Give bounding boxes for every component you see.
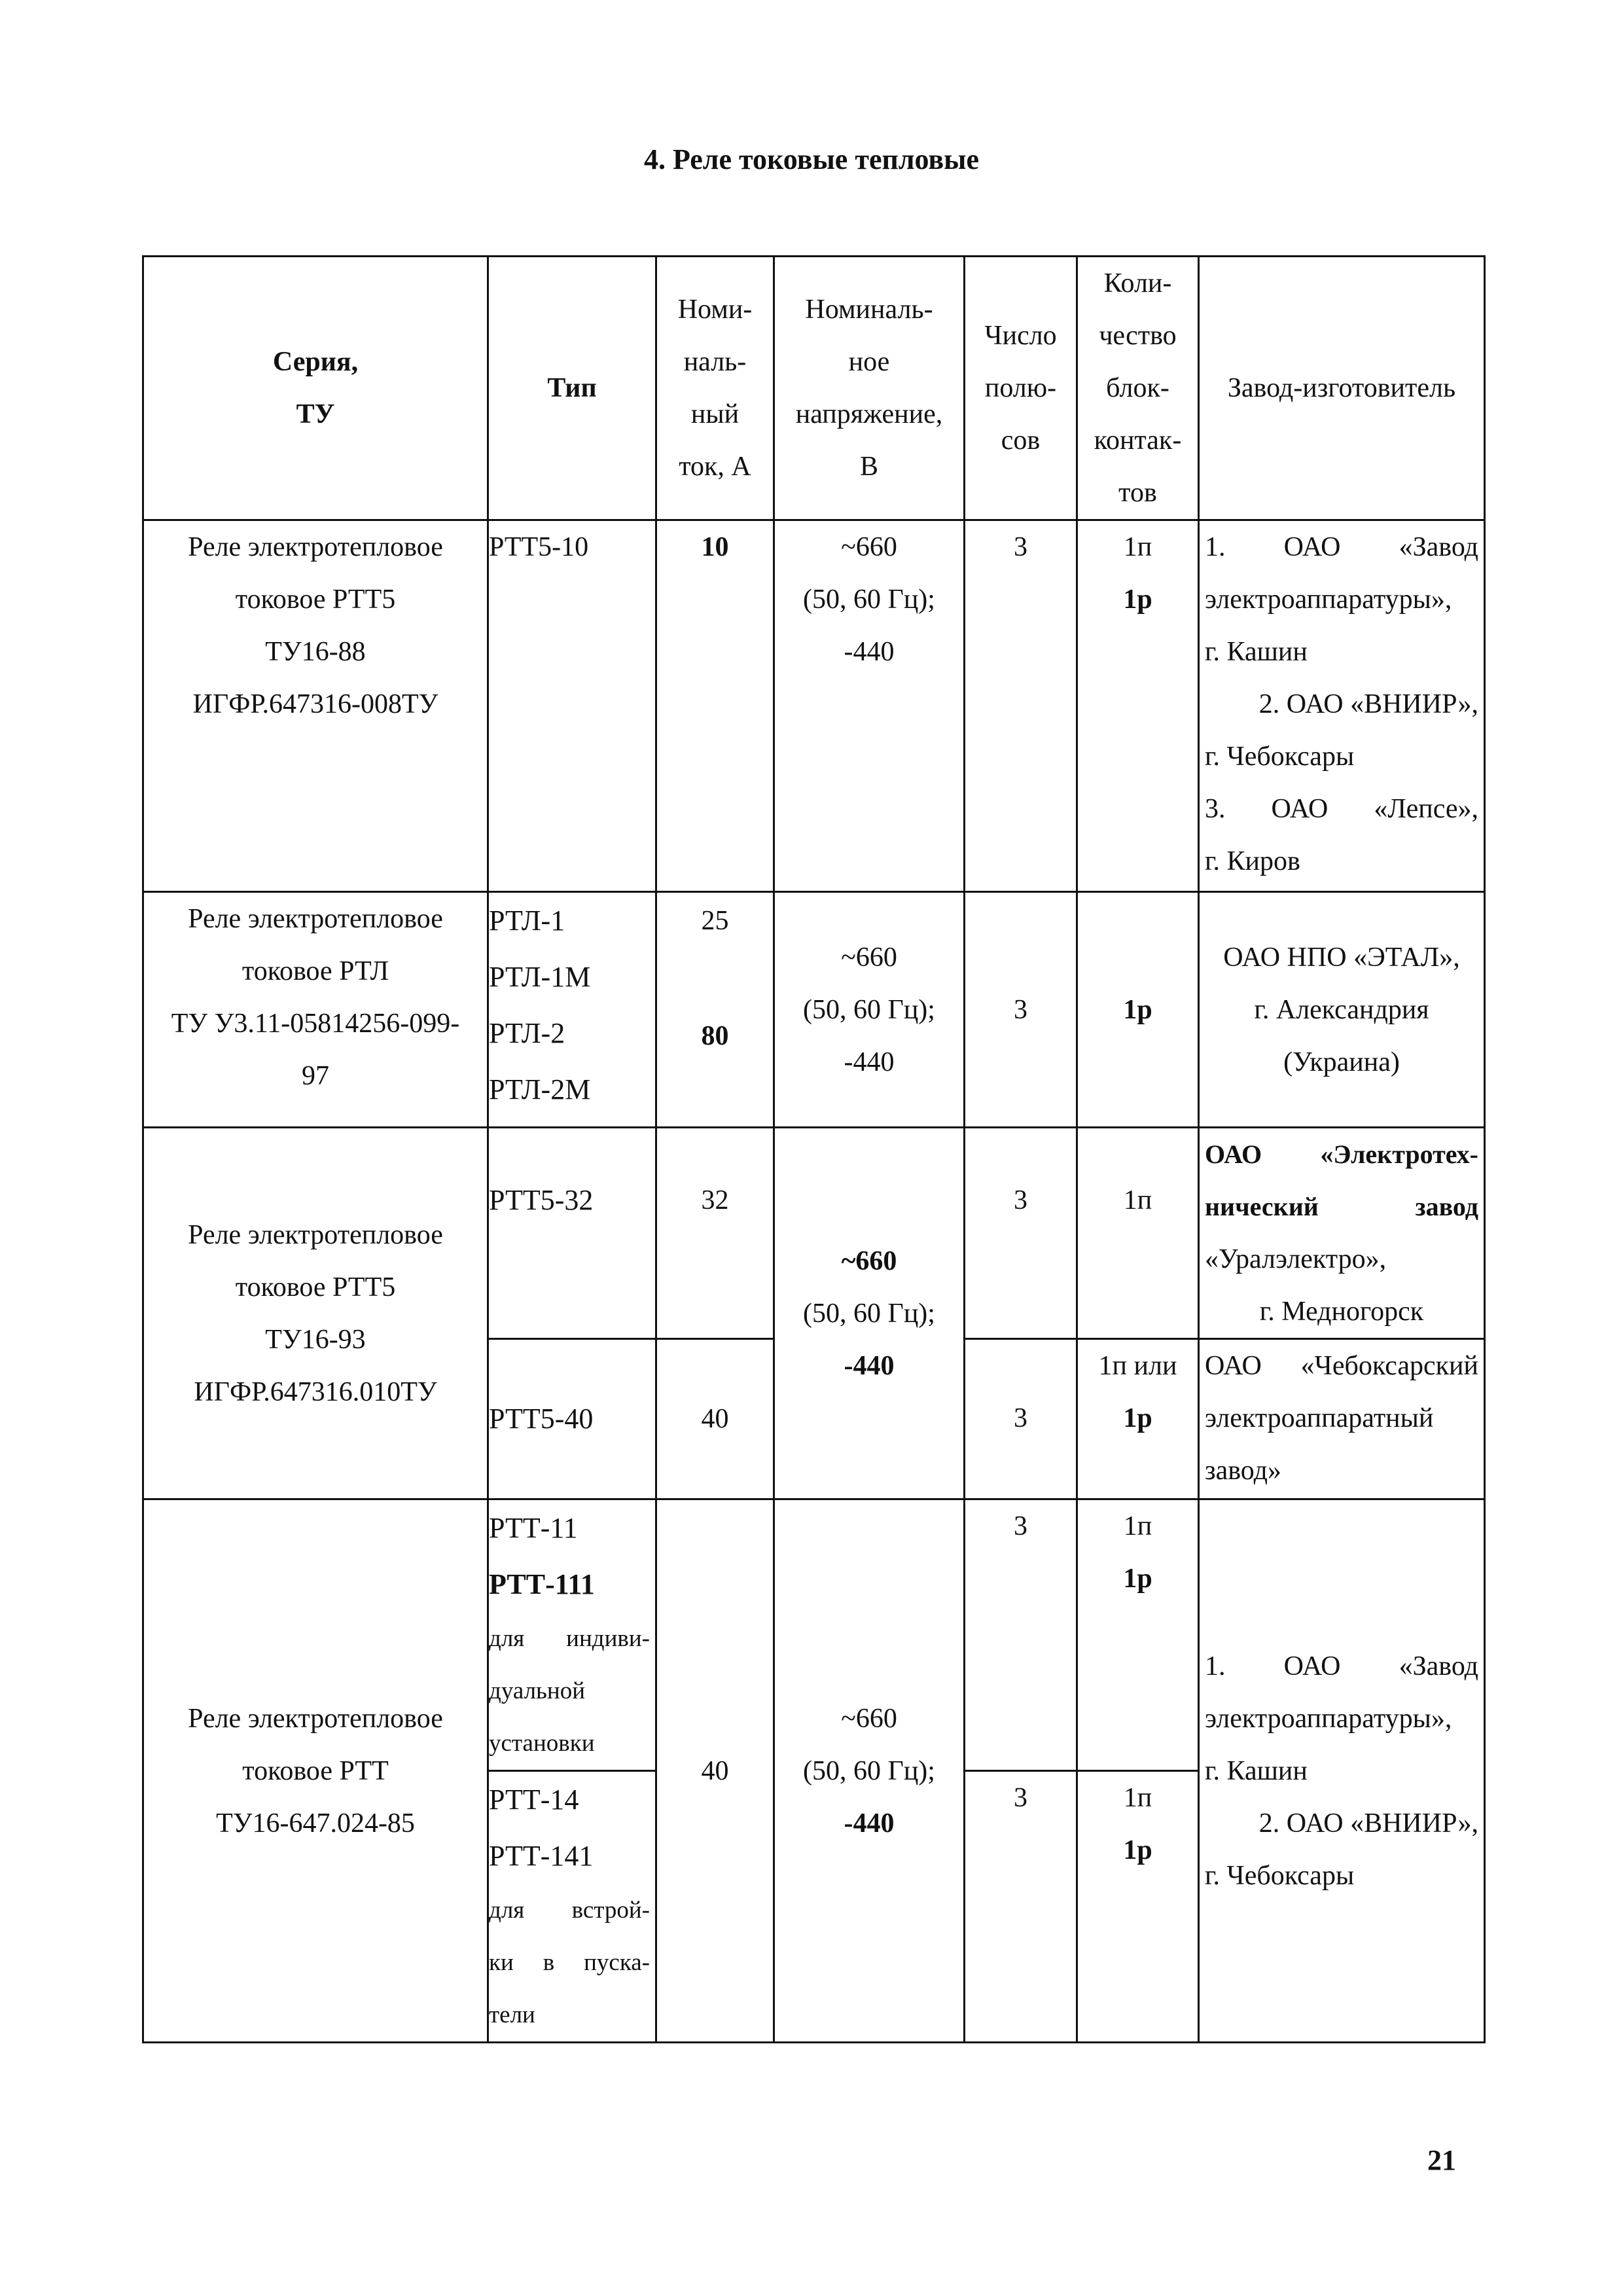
row1-poles: 3 bbox=[965, 520, 1077, 892]
table-row bbox=[143, 1499, 1485, 1771]
row2-current: 25 80 bbox=[656, 892, 774, 1128]
header-series: Серия, ТУ bbox=[143, 257, 488, 520]
row4a-contacts: 1п 1р bbox=[1077, 1499, 1199, 1771]
row4a-poles: 3 bbox=[965, 1499, 1077, 1771]
row2-maker: ОАО НПО «ЭТАЛ», г. Александрия (Украина) bbox=[1199, 892, 1485, 1128]
row2-type: РТЛ-1 РТЛ-1М РТЛ-2 РТЛ-2М bbox=[488, 892, 656, 1128]
row4a-type: РТТ-11 РТТ-111 для индиви- дуальной установки bbox=[488, 1499, 656, 1771]
row3a-poles: 3 bbox=[965, 1128, 1077, 1339]
row4-maker: 1. ОАО «Завод электроаппаратуры», г. Кашин 2. ОАО «ВНИИР», г. Чебоксары bbox=[1199, 1499, 1485, 2043]
row3b-poles: 3 bbox=[965, 1339, 1077, 1499]
row1-maker: 1. ОАО «Завод электроаппаратуры», г. Кашин 2. ОАО «ВНИИР», г. Чебоксары 3. ОАО «Лепсе», г. Киров bbox=[1199, 520, 1485, 892]
table-row bbox=[143, 1128, 1485, 1339]
row3a-maker: ОАО «Электротех- нический завод «Уралэлектро», г. Медногорск bbox=[1199, 1128, 1485, 1339]
row4-series: Реле электротепловое токовое РТТ ТУ16-647.024-85 bbox=[143, 1499, 488, 2043]
header-current: Номи- наль- ный ток, А bbox=[656, 257, 774, 520]
table-row bbox=[143, 520, 1485, 892]
row1-type: РТТ5-10 bbox=[488, 520, 656, 892]
row3-series: Реле электротепловое токовое РТТ5 ТУ16-93 ИГФР.647316.010ТУ bbox=[143, 1128, 488, 1499]
row3b-contacts: 1п или 1р bbox=[1077, 1339, 1199, 1499]
row4b-contacts: 1п 1р bbox=[1077, 1771, 1199, 2043]
row3b-current: 40 bbox=[656, 1339, 774, 1499]
table-row bbox=[143, 892, 1485, 1128]
row2-poles: 3 bbox=[965, 892, 1077, 1128]
row3a-contacts: 1п bbox=[1077, 1128, 1199, 1339]
row1-contacts: 1п 1р bbox=[1077, 520, 1199, 892]
row1-series: Реле электротепловое токовое РТТ5 ТУ16-88 ИГФР.647316-008ТУ bbox=[143, 520, 488, 892]
relay-table bbox=[142, 255, 1486, 2043]
row2-contacts: 1р bbox=[1077, 892, 1199, 1128]
row1-current: 10 bbox=[656, 520, 774, 892]
row2-series: Реле электротепловое токовое РТЛ ТУ У3.11-05814256-099- 97 bbox=[143, 892, 488, 1128]
page-title: 4. Реле токовые тепловые bbox=[643, 143, 980, 175]
header-poles: Число полю- сов bbox=[965, 257, 1077, 520]
row4-current: 40 bbox=[656, 1499, 774, 2043]
row4-voltage: ~660 (50, 60 Гц); -440 bbox=[774, 1499, 965, 2043]
row1-voltage: ~660 (50, 60 Гц); -440 bbox=[774, 520, 965, 892]
row3a-current: 32 bbox=[656, 1128, 774, 1339]
header-row bbox=[143, 257, 1485, 520]
row3a-type: РТТ5-32 bbox=[488, 1128, 656, 1339]
row3b-maker: ОАО «Чебоксарский электроаппаратный завод» bbox=[1199, 1339, 1485, 1499]
row4b-poles: 3 bbox=[965, 1771, 1077, 2043]
row4b-type: РТТ-14 РТТ-141 для встрой- ки в пуска- тели bbox=[488, 1771, 656, 2043]
row2-voltage: ~660 (50, 60 Гц); -440 bbox=[774, 892, 965, 1128]
header-contacts: Коли- чество блок- контак- тов bbox=[1077, 257, 1199, 520]
header-type: Тип bbox=[488, 257, 656, 520]
header-maker: Завод-изготовитель bbox=[1199, 257, 1485, 520]
page-number: 21 bbox=[1427, 2144, 1456, 2176]
header-voltage: Номиналь- ное напряжение, В bbox=[774, 257, 965, 520]
row3-voltage: ~660 (50, 60 Гц); -440 bbox=[774, 1128, 965, 1499]
row3b-type: РТТ5-40 bbox=[488, 1339, 656, 1499]
